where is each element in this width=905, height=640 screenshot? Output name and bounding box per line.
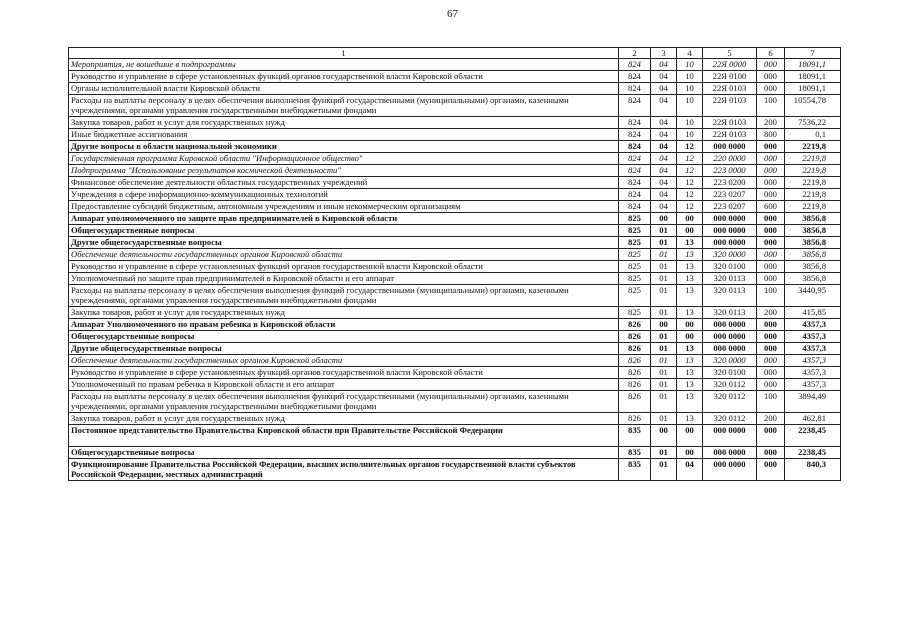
row-target-cell: 223 0000 (703, 165, 757, 177)
row-section-cell: 04 (651, 117, 677, 129)
column-header: 1 (69, 48, 619, 59)
row-amount-cell: 462,81 (785, 413, 841, 425)
row-type-cell: 000 (757, 459, 785, 481)
row-type-cell: 000 (757, 177, 785, 189)
row-name-cell: Закупка товаров, работ и услуг для государственных нужд (69, 413, 619, 425)
row-type-cell: 000 (757, 331, 785, 343)
row-target-cell: 000 0000 (703, 425, 757, 447)
table-row (69, 225, 841, 237)
table-row (69, 153, 841, 165)
table-row (69, 367, 841, 379)
table-row (69, 237, 841, 249)
row-name-cell: Функционирование Правительства Российской Федерации, высших исполнительных органов государственной власти субъектов Российской Федерации, местных администраций (69, 459, 619, 481)
row-code-cell: 826 (619, 413, 651, 425)
table-row (69, 379, 841, 391)
row-subsection-cell: 13 (677, 285, 703, 307)
row-section-cell: 01 (651, 355, 677, 367)
table-row (69, 355, 841, 367)
row-type-cell: 000 (757, 141, 785, 153)
row-target-cell: 320 0000 (703, 355, 757, 367)
column-header: 7 (785, 48, 841, 59)
row-code-cell: 825 (619, 249, 651, 261)
row-code-cell: 824 (619, 141, 651, 153)
table-row (69, 413, 841, 425)
row-name-cell: Расходы на выплаты персоналу в целях обеспечения выполнения функций государственными (муниципальными) органами, казенными учреждениями, органами управления государственными внебюджетными фондами (69, 95, 619, 117)
row-amount-cell: 4357,3 (785, 367, 841, 379)
row-section-cell: 01 (651, 237, 677, 249)
row-type-cell: 200 (757, 307, 785, 319)
row-subsection-cell: 13 (677, 307, 703, 319)
row-code-cell: 825 (619, 307, 651, 319)
row-name-cell: Учреждения в сфере информационно-коммуникационных технологий (69, 189, 619, 201)
table-row (69, 343, 841, 355)
row-amount-cell: 4357,3 (785, 379, 841, 391)
row-name-cell: Расходы на выплаты персоналу в целях обеспечения выполнения функций государственными (муниципальными) органами, казенными учреждениями, органами управления государственными внебюджетными фондами (69, 391, 619, 413)
row-section-cell: 04 (651, 59, 677, 71)
row-target-cell: 22Я 0000 (703, 59, 757, 71)
row-subsection-cell: 00 (677, 213, 703, 225)
row-name-cell: Закупка товаров, работ и услуг для государственных нужд (69, 117, 619, 129)
row-type-cell: 000 (757, 59, 785, 71)
row-code-cell: 835 (619, 459, 651, 481)
row-section-cell: 01 (651, 331, 677, 343)
row-target-cell: 22Я 0103 (703, 129, 757, 141)
row-code-cell: 826 (619, 319, 651, 331)
row-target-cell: 220 0000 (703, 153, 757, 165)
table-row (69, 213, 841, 225)
row-subsection-cell: 12 (677, 189, 703, 201)
row-type-cell: 100 (757, 95, 785, 117)
row-section-cell: 01 (651, 307, 677, 319)
row-amount-cell: 4357,3 (785, 319, 841, 331)
row-code-cell: 824 (619, 95, 651, 117)
row-name-cell: Аппарат уполномоченного по защите прав предпринимателей в Кировской области (69, 213, 619, 225)
row-type-cell: 000 (757, 367, 785, 379)
row-name-cell: Общегосударственные вопросы (69, 331, 619, 343)
row-code-cell: 824 (619, 165, 651, 177)
row-section-cell: 04 (651, 95, 677, 117)
row-target-cell: 000 0000 (703, 141, 757, 153)
row-section-cell: 01 (651, 447, 677, 459)
row-name-cell: Обеспечение деятельности государственных органов Кировской области (69, 249, 619, 261)
row-amount-cell: 3856,8 (785, 261, 841, 273)
table-row (69, 249, 841, 261)
row-amount-cell: 18091,1 (785, 59, 841, 71)
row-code-cell: 826 (619, 331, 651, 343)
row-code-cell: 825 (619, 225, 651, 237)
row-code-cell: 835 (619, 425, 651, 447)
row-name-cell: Финансовое обеспечение деятельности областных государственных учреждений (69, 177, 619, 189)
row-subsection-cell: 10 (677, 129, 703, 141)
row-target-cell: 000 0000 (703, 459, 757, 481)
row-name-cell: Государственная программа Кировской области "Информационное общество" (69, 153, 619, 165)
row-target-cell: 22Я 0103 (703, 117, 757, 129)
row-subsection-cell: 10 (677, 83, 703, 95)
row-amount-cell: 10554,78 (785, 95, 841, 117)
row-name-cell: Обеспечение деятельности государственных органов Кировской области (69, 355, 619, 367)
row-section-cell: 04 (651, 83, 677, 95)
row-name-cell: Руководство и управление в сфере установленных функций органов государственной власти Кировской области (69, 367, 619, 379)
row-code-cell: 824 (619, 129, 651, 141)
row-subsection-cell: 00 (677, 331, 703, 343)
row-code-cell: 824 (619, 71, 651, 83)
table-row (69, 319, 841, 331)
row-subsection-cell: 10 (677, 95, 703, 117)
row-target-cell: 320 0113 (703, 285, 757, 307)
row-target-cell: 000 0000 (703, 319, 757, 331)
row-name-cell: Органы исполнительной власти Кировской области (69, 83, 619, 95)
row-target-cell: 320 0100 (703, 261, 757, 273)
row-name-cell: Другие общегосударственные вопросы (69, 343, 619, 355)
table-row (69, 307, 841, 319)
row-code-cell: 824 (619, 153, 651, 165)
row-type-cell: 000 (757, 379, 785, 391)
row-section-cell: 00 (651, 213, 677, 225)
row-type-cell: 200 (757, 413, 785, 425)
row-section-cell: 04 (651, 71, 677, 83)
row-name-cell: Уполномоченный по правам ребенка в Кировской области и его аппарат (69, 379, 619, 391)
row-section-cell: 04 (651, 141, 677, 153)
row-target-cell: 000 0000 (703, 343, 757, 355)
row-target-cell: 22Я 0103 (703, 83, 757, 95)
row-amount-cell: 3856,8 (785, 213, 841, 225)
table-row (69, 117, 841, 129)
row-subsection-cell: 10 (677, 71, 703, 83)
row-subsection-cell: 13 (677, 249, 703, 261)
row-subsection-cell: 10 (677, 59, 703, 71)
row-target-cell: 22Я 0103 (703, 95, 757, 117)
row-amount-cell: 2219,8 (785, 165, 841, 177)
row-type-cell: 800 (757, 129, 785, 141)
row-subsection-cell: 12 (677, 165, 703, 177)
row-target-cell: 000 0000 (703, 213, 757, 225)
row-amount-cell: 2219,8 (785, 153, 841, 165)
table-row (69, 391, 841, 413)
row-name-cell: Уполномоченный по защите прав предпринимателей в Кировской области и его аппарат (69, 273, 619, 285)
budget-table (68, 47, 841, 481)
table-row (69, 83, 841, 95)
row-amount-cell: 18091,1 (785, 83, 841, 95)
row-target-cell: 320 0113 (703, 307, 757, 319)
row-section-cell: 01 (651, 249, 677, 261)
row-type-cell: 000 (757, 237, 785, 249)
row-type-cell: 200 (757, 117, 785, 129)
table-row (69, 425, 841, 447)
header-row (69, 48, 841, 59)
row-type-cell: 000 (757, 425, 785, 447)
row-subsection-cell: 04 (677, 459, 703, 481)
row-target-cell: 320 0113 (703, 273, 757, 285)
row-code-cell: 825 (619, 213, 651, 225)
row-section-cell: 04 (651, 201, 677, 213)
row-amount-cell: 3856,8 (785, 249, 841, 261)
row-name-cell: Аппарат Уполномоченного по правам ребенка в Кировской области (69, 319, 619, 331)
row-section-cell: 01 (651, 379, 677, 391)
row-subsection-cell: 10 (677, 117, 703, 129)
row-type-cell: 000 (757, 71, 785, 83)
table-row (69, 189, 841, 201)
row-name-cell: Руководство и управление в сфере установленных функций органов государственной власти Кировской области (69, 261, 619, 273)
row-subsection-cell: 13 (677, 237, 703, 249)
row-type-cell: 000 (757, 273, 785, 285)
row-type-cell: 000 (757, 343, 785, 355)
row-target-cell: 320 0100 (703, 367, 757, 379)
row-code-cell: 825 (619, 285, 651, 307)
row-subsection-cell: 13 (677, 343, 703, 355)
row-type-cell: 000 (757, 213, 785, 225)
row-amount-cell: 840,3 (785, 459, 841, 481)
row-type-cell: 000 (757, 261, 785, 273)
row-amount-cell: 4357,3 (785, 343, 841, 355)
column-header: 3 (651, 48, 677, 59)
row-type-cell: 000 (757, 153, 785, 165)
row-subsection-cell: 13 (677, 261, 703, 273)
table-row (69, 71, 841, 83)
row-amount-cell: 18091,1 (785, 71, 841, 83)
row-subsection-cell: 13 (677, 273, 703, 285)
row-amount-cell: 4357,3 (785, 331, 841, 343)
row-amount-cell: 2219,8 (785, 201, 841, 213)
row-name-cell: Другие вопросы в области национальной экономики (69, 141, 619, 153)
row-name-cell: Другие общегосударственные вопросы (69, 237, 619, 249)
table-row (69, 141, 841, 153)
table-row (69, 459, 841, 481)
row-section-cell: 01 (651, 343, 677, 355)
row-code-cell: 835 (619, 447, 651, 459)
row-code-cell: 824 (619, 177, 651, 189)
row-amount-cell: 0,1 (785, 129, 841, 141)
row-type-cell: 000 (757, 249, 785, 261)
column-header: 4 (677, 48, 703, 59)
row-type-cell: 000 (757, 447, 785, 459)
row-code-cell: 825 (619, 261, 651, 273)
table-row (69, 129, 841, 141)
row-type-cell: 000 (757, 225, 785, 237)
row-code-cell: 824 (619, 117, 651, 129)
row-target-cell: 320 0112 (703, 413, 757, 425)
row-type-cell: 000 (757, 165, 785, 177)
row-target-cell: 320 0000 (703, 249, 757, 261)
row-code-cell: 824 (619, 59, 651, 71)
row-section-cell: 04 (651, 189, 677, 201)
row-section-cell: 04 (651, 177, 677, 189)
row-section-cell: 01 (651, 261, 677, 273)
row-code-cell: 826 (619, 343, 651, 355)
row-subsection-cell: 13 (677, 367, 703, 379)
row-target-cell: 22Я 0100 (703, 71, 757, 83)
row-subsection-cell: 00 (677, 225, 703, 237)
table-row (69, 447, 841, 459)
row-subsection-cell: 13 (677, 391, 703, 413)
row-target-cell: 000 0000 (703, 331, 757, 343)
row-amount-cell: 2219,8 (785, 177, 841, 189)
row-subsection-cell: 12 (677, 153, 703, 165)
row-name-cell: Расходы на выплаты персоналу в целях обеспечения выполнения функций государственными (муниципальными) органами, казенными учреждениями, органами управления государственными внебюджетными фондами (69, 285, 619, 307)
table-row (69, 285, 841, 307)
row-section-cell: 01 (651, 285, 677, 307)
row-code-cell: 824 (619, 189, 651, 201)
table-row (69, 59, 841, 71)
row-code-cell: 824 (619, 201, 651, 213)
row-section-cell: 00 (651, 425, 677, 447)
row-type-cell: 100 (757, 285, 785, 307)
row-target-cell: 223 0200 (703, 177, 757, 189)
row-name-cell: Постоянное представительство Правительства Кировской области при Правительстве Российской Федерации (69, 425, 619, 447)
row-amount-cell: 4357,3 (785, 355, 841, 367)
row-subsection-cell: 12 (677, 201, 703, 213)
row-target-cell: 320 0112 (703, 379, 757, 391)
table-row (69, 95, 841, 117)
row-name-cell: Общегосударственные вопросы (69, 447, 619, 459)
row-section-cell: 01 (651, 413, 677, 425)
row-name-cell: Руководство и управление в сфере установленных функций органов государственной власти Кировской области (69, 71, 619, 83)
table-row (69, 331, 841, 343)
row-subsection-cell: 00 (677, 425, 703, 447)
table-body (69, 59, 841, 481)
row-amount-cell: 3856,8 (785, 225, 841, 237)
row-name-cell: Иные бюджетные ассигнования (69, 129, 619, 141)
row-section-cell: 00 (651, 319, 677, 331)
row-amount-cell: 2219,8 (785, 141, 841, 153)
row-section-cell: 01 (651, 391, 677, 413)
row-code-cell: 825 (619, 273, 651, 285)
row-subsection-cell: 13 (677, 379, 703, 391)
row-type-cell: 000 (757, 83, 785, 95)
table-row (69, 165, 841, 177)
row-amount-cell: 2219,8 (785, 189, 841, 201)
row-type-cell: 600 (757, 201, 785, 213)
table-row (69, 177, 841, 189)
row-subsection-cell: 00 (677, 319, 703, 331)
row-target-cell: 320 0112 (703, 391, 757, 413)
row-name-cell: Мероприятия, не вошедшие в подпрограммы (69, 59, 619, 71)
page-number: 67 (447, 8, 458, 20)
row-section-cell: 04 (651, 129, 677, 141)
row-section-cell: 01 (651, 273, 677, 285)
table-row (69, 273, 841, 285)
row-type-cell: 100 (757, 391, 785, 413)
column-header: 6 (757, 48, 785, 59)
row-section-cell: 01 (651, 459, 677, 481)
row-name-cell: Предоставление субсидий бюджетным, автономным учреждениям и иным некоммерческим организациям (69, 201, 619, 213)
row-amount-cell: 2238,45 (785, 447, 841, 459)
row-code-cell: 825 (619, 237, 651, 249)
row-amount-cell: 3856,8 (785, 273, 841, 285)
row-target-cell: 223 0207 (703, 189, 757, 201)
row-amount-cell: 3440,95 (785, 285, 841, 307)
row-subsection-cell: 12 (677, 177, 703, 189)
row-target-cell: 000 0000 (703, 447, 757, 459)
row-section-cell: 04 (651, 153, 677, 165)
row-code-cell: 826 (619, 355, 651, 367)
row-type-cell: 000 (757, 355, 785, 367)
column-header: 2 (619, 48, 651, 59)
row-subsection-cell: 00 (677, 447, 703, 459)
row-subsection-cell: 13 (677, 355, 703, 367)
row-name-cell: Общегосударственные вопросы (69, 225, 619, 237)
table-row (69, 201, 841, 213)
row-target-cell: 000 0000 (703, 225, 757, 237)
table-row (69, 261, 841, 273)
row-amount-cell: 415,85 (785, 307, 841, 319)
row-amount-cell: 2238,45 (785, 425, 841, 447)
row-section-cell: 01 (651, 225, 677, 237)
row-amount-cell: 7536,22 (785, 117, 841, 129)
column-header: 5 (703, 48, 757, 59)
row-amount-cell: 3894,49 (785, 391, 841, 413)
row-amount-cell: 3856,8 (785, 237, 841, 249)
row-subsection-cell: 13 (677, 413, 703, 425)
row-subsection-cell: 12 (677, 141, 703, 153)
row-target-cell: 000 0000 (703, 237, 757, 249)
row-name-cell: Подпрограмма "Использование результатов космической деятельности" (69, 165, 619, 177)
row-code-cell: 824 (619, 83, 651, 95)
row-code-cell: 826 (619, 367, 651, 379)
row-code-cell: 826 (619, 379, 651, 391)
row-target-cell: 223 0207 (703, 201, 757, 213)
row-type-cell: 000 (757, 189, 785, 201)
row-name-cell: Закупка товаров, работ и услуг для государственных нужд (69, 307, 619, 319)
row-section-cell: 04 (651, 165, 677, 177)
row-type-cell: 000 (757, 319, 785, 331)
row-code-cell: 826 (619, 391, 651, 413)
row-section-cell: 01 (651, 367, 677, 379)
